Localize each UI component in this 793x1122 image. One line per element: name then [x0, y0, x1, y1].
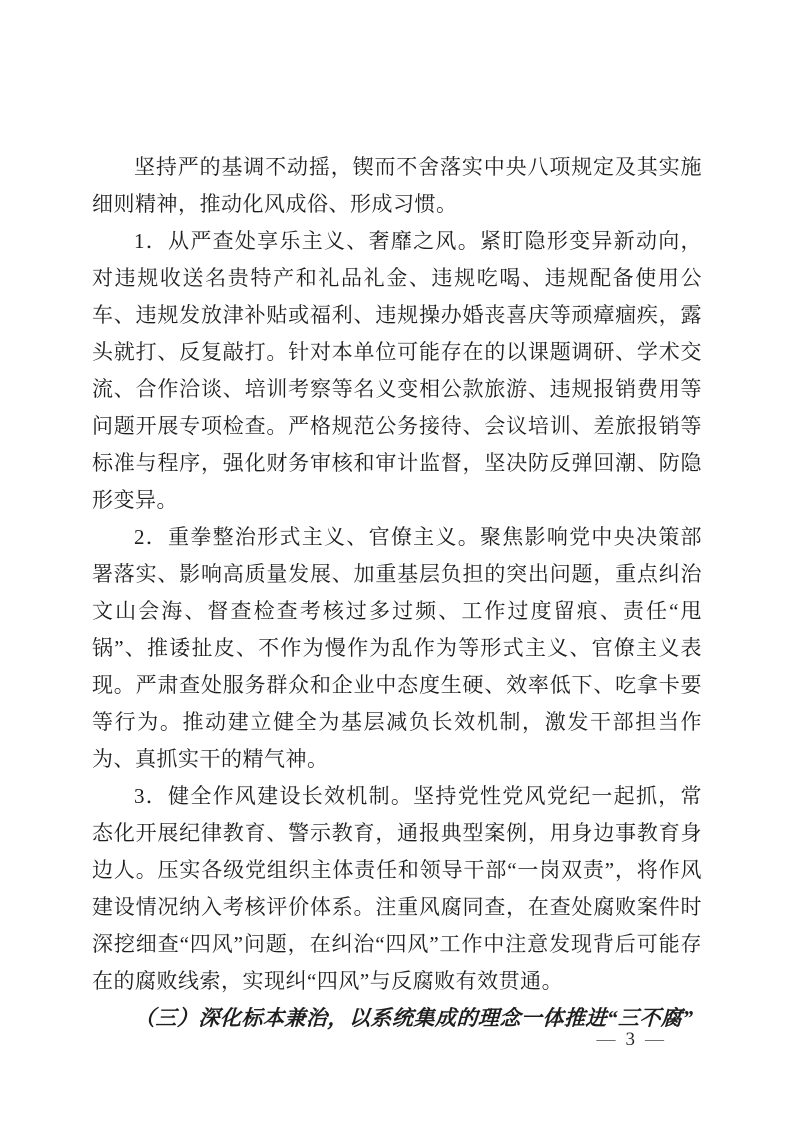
paragraph-item-2: 2．重拳整治形式主义、官僚主义。聚焦影响党中央决策部署落实、影响高质量发展、加重基层负担的突出问题，重点纠治文山会海、督查检查考核过多过频、工作过度留痕、责任“甩锅”、推诿扯皮、不作为慢作为乱作为等形式主义、官僚主义表现。严肃查处服务群众和企业中态度生硬、效率低下、吃拿卡要等行为。推动建立健全为基层减负长效机制，激发干部担当作为、真抓实干的精气神。 [92, 525, 702, 771]
paragraph-item-1: 1．从严查处享乐主义、奢靡之风。紧盯隐形变异新动向，对违规收送名贵特产和礼品礼金、违规吃喝、违规配备使用公车、违规发放津补贴或福利、违规操办婚丧喜庆等顽瘴痼疾，露头就打、反复敲打。针对本单位可能存在的以课题调研、学术交流、合作洽谈、培训考察等名义变相公款旅游、违规报销费用等问题开展专项检查。严格规范公务接待、会议培训、差旅报销等标准与程序，强化财务审核和审计监督，坚决防反弹回潮、防隐形变异。 [92, 229, 702, 512]
section-heading: （三）深化标本兼治，以系统集成的理念一体推进“三不腐” [133, 1006, 694, 1030]
page-number [591, 1028, 671, 1052]
page-number-value: 3 [625, 1029, 635, 1050]
page-number-dash-left: — [596, 1029, 616, 1050]
paragraph-item-3: 3．健全作风建设长效机制。坚持党性党风党纪一起抓，常态化开展纪律教育、警示教育，通报典型案例，用身边事教育身边人。压实各级党组织主体责任和领导干部“一岗双责”，将作风建设情况纳入考核评价体系。注重风腐同查，在查处腐败案件时深挖细查“四风”问题，在纠治“四风”工作中注意发现背后可能存在的腐败线索，实现纠“四风”与反腐败有效贯通。 [92, 784, 702, 993]
document-body [92, 149, 702, 1037]
page-number-dash-right: — [645, 1029, 664, 1050]
paragraph-intro: 坚持严的基调不动摇，锲而不舍落实中央八项规定及其实施细则精神，推动化风成俗、形成习惯。 [92, 155, 702, 216]
